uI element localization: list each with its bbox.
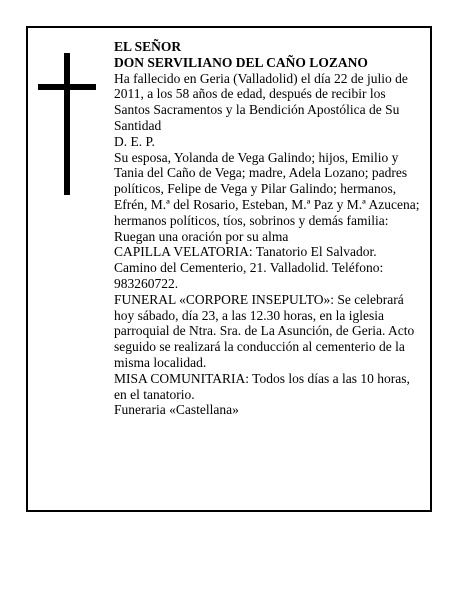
title-line-1: EL SEÑOR [114, 39, 182, 54]
community-mass-info: MISA COMUNITARIA: Todos los días a las 10 horas, en el tanatorio. [114, 370, 410, 402]
cross-horizontal-bar [38, 84, 96, 90]
rip-line: D. E. P. [114, 133, 155, 149]
family-list: Su esposa, Yolanda de Vega Galindo; hijos, Emilio y Tania del Caño de Vega; madre, Adela Lozano; padres políticos, Felipe de Vega y Pilar Galindo; hermanos, Efrén, M.ª del Rosario, Esteban, M.ª Paz y M.ª Azucena; hermanos políticos, tíos, sobrinos y demás familia: [114, 149, 420, 228]
death-announcement: Ha fallecido en Geria (Valladolid) el día 22 de julio de 2011, a los 58 años de edad, después de recibir los Santos Sacramentos y la Bendición Apostólica de Su Santidad [114, 70, 408, 133]
deceased-name: DON SERVILIANO DEL CAÑO LOZANO [114, 54, 368, 70]
prayer-request: Ruegan una oración por su alma [114, 228, 289, 244]
obituary-text [114, 39, 420, 418]
cross-vertical-bar [64, 53, 70, 195]
wake-chapel-info: CAPILLA VELATORIA: Tanatorio El Salvador. Camino del Cementerio, 21. Valladolid. Teléfono: 983260722. [114, 244, 384, 291]
funeral-home: Funeraria «Castellana» [114, 402, 239, 418]
funeral-info: FUNERAL «CORPORE INSEPULTO»: Se celebrará hoy sábado, día 23, a las 12.30 horas, en la iglesia parroquial de Ntra. Sra. de La Asunción, de Geria. Acto seguido se realizará la conducción al cementerio de la misma localidad. [114, 291, 415, 370]
